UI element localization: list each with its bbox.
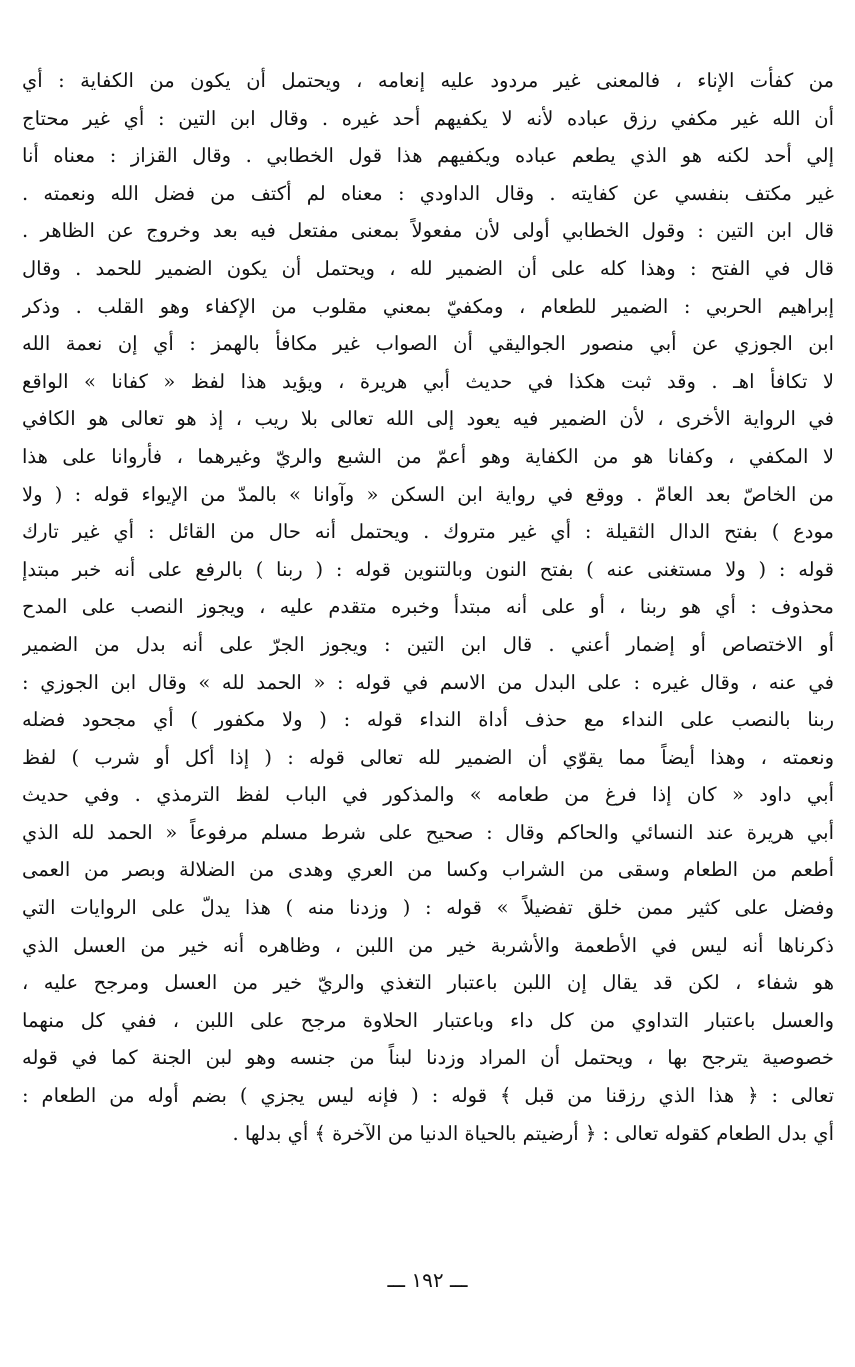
text-line-5: قال ابن التين : وقول الخطابي أولى لأن مفعولاً بمعنى مفتعل فيه بعد وخروج عن الظاهر . (22, 219, 834, 243)
text-line-7: إبراهيم الحربي : الضمير للطعام ، ومكفيّ بمعني مقلوب من الإكفاء وهو القلب . وذكر (22, 294, 834, 318)
text-line-26: والعسل باعتبار التداوي من كل داء وباعتبار الحلاوة مرجح على اللبن ، ففي كل منهما (22, 1008, 834, 1032)
page-number: ـــ ١٩٢ ـــ (387, 1268, 468, 1292)
text-line-8: ابن الجوزي عن أبي منصور الجواليقي أن الصواب غير مكافأ بالهمز : أي إن نعمة الله (22, 332, 834, 356)
text-line-11: لا المكفي ، وكفانا هو من الكفاية وهو أعمّ من الشبع والريّ وغيرهما ، فأروانا على هذا (22, 444, 834, 468)
text-line-9: لا تكافأ اهـ . وقد ثبت هكذا في حديث أبي هريرة ، ويؤيد هذا لفظ « كفانا » الواقع (22, 369, 834, 393)
text-line-1: من كفأت الإناء ، فالمعنى غير مردود عليه إنعامه ، ويحتمل أن يكون من الكفاية : أي (22, 69, 834, 92)
text-line-24: ذكرناها أنه ليس في الأطعمة والأشربة خير من اللبن ، وظاهره أنه خير من العسل الذي (22, 933, 834, 957)
text-line-25: هو شفاء ، لكن قد يقال إن اللبن باعتبار التغذي والريّ خير من العسل ومرجح عليه ، (22, 971, 834, 995)
text-line-19: ونعمته ، وهذا أيضاً مما يقوّي أن الضمير لله تعالى قوله : ( إذا أكل أو شرب ) لفظ (22, 745, 834, 769)
text-line-4: غير مكتف بنفسي عن كفايته . وقال الداودي : معناه لم أكتف من فضل الله ونعمته . (22, 181, 834, 205)
text-line-22: أطعم من الطعام وسقى من الشراب وكسا من العري وهدى من الضلالة وبصر من العمى (22, 858, 834, 882)
text-line-17: في عنه ، وقال غيره : على البدل من الاسم في قوله : « الحمد لله » وقال ابن الجوزي : (22, 670, 834, 694)
text-line-15: محذوف : أي هو ربنا ، أو على أنه مبتدأ وخبره متقدم عليه ، ويجوز النصب على المدح (22, 595, 834, 619)
text-line-23: وفضل على كثير ممن خلق تفضيلاً » قوله : ( وزدنا منه ) هذا يدلّ على الروايات التي (22, 896, 834, 920)
text-line-20: أبي داود « كان إذا فرغ من طعامه » والمذكور في الباب لفظ الترمذي . وفي حديث (22, 783, 834, 807)
text-line-21: أبي هريرة عند النسائي والحاكم وقال : صحيح على شرط مسلم مرفوعاً « الحمد لله الذي (22, 820, 834, 844)
text-line-16: أو الاختصاص أو إضمار أعني . قال ابن التين : ويجوز الجرّ على أنه بدل من الضمير (22, 632, 834, 656)
text-line-14: قوله : ( ولا مستغنى عنه ) بفتح النون وبالتنوين قوله : ( ربنا ) بالرفع على أنه خبر مبتدإ (22, 557, 834, 581)
text-line-13: مودع ) بفتح الدال الثقيلة : أي غير متروك . ويحتمل أنه حال من القائل : أي غير تارك (22, 520, 834, 544)
text-line-3: إلي أحد لكنه هو الذي يطعم عباده ويكفيهم هذا قول الخطابي . وقال القزاز : معناه أنا (22, 144, 834, 168)
text-line-2: أن الله غير مكفي رزق عباده لأنه لا يكفيهم أحد غيره . وقال ابن التين : أي غير محتاج (22, 106, 834, 130)
text-line-27: خصوصية يترجح بها ، ويحتمل أن المراد وزدنا لبناً من جنسه وهو لبن الجنة كما في قوله (22, 1046, 834, 1070)
text-line-18: ربنا بالنصب على النداء مع حذف أداة النداء قوله : ( ولا مكفور ) أي مجحود فضله (22, 708, 834, 732)
text-line-12: من الخاصّ بعد العامّ . ووقع في رواية ابن السكن « وآوانا » بالمدّ من الإيواء قوله : ( ولا (22, 482, 834, 506)
text-line-28: تعالى : ﴿ هذا الذي رزقنا من قبل ﴾ قوله : ( فإنه ليس يجزي ) بضم أوله من الطعام : (22, 1084, 834, 1108)
text-line-29: أي بدل الطعام كقوله تعالى : ﴿ أرضيتم بالحياة الدنيا من الآخرة ﴾ أي بدلها . (232, 1121, 834, 1145)
body-text (22, 62, 834, 1152)
text-line-10: في الرواية الأخرى ، لأن الضمير فيه يعود إلى الله تعالى بلا ريب ، إذ هو تعالى هو الكافي (22, 407, 834, 431)
text-line-6: قال في الفتح : وهذا كله على أن الضمير لله ، ويحتمل أن يكون الضمير للحمد . وقال (22, 256, 834, 280)
